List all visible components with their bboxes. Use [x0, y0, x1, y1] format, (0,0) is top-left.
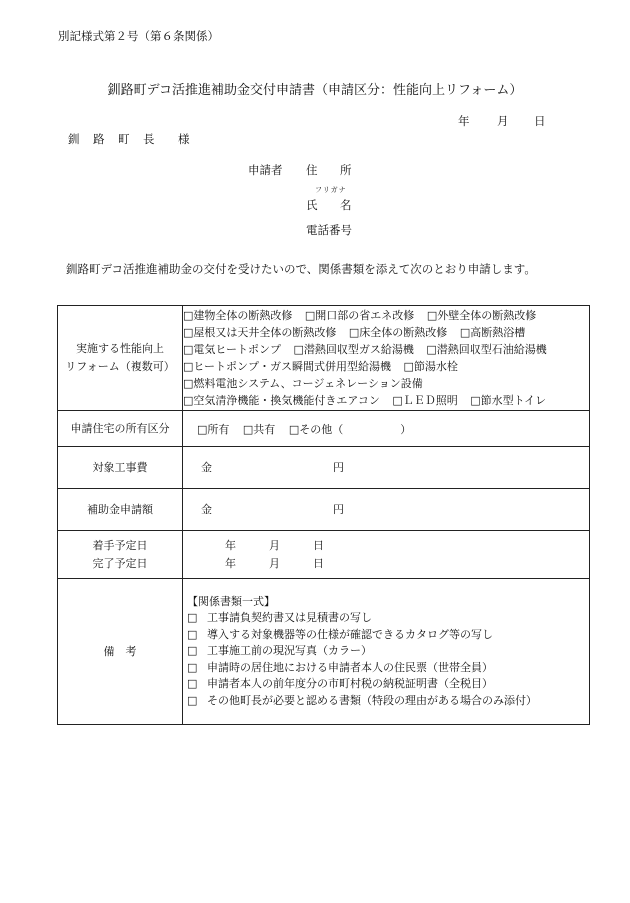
ownership-other-close: ） [400, 422, 412, 436]
reform-label-cell [58, 306, 183, 411]
addressee-honorific: 様 [178, 132, 190, 146]
reform-option-line [183, 324, 589, 341]
notes-item-text: 申請者本人の前年度分の市町村税の納税証明書（全税目） [207, 677, 493, 691]
notes-item-checkbox[interactable]: □ [187, 693, 198, 707]
reform-option-line [183, 341, 589, 358]
notes-item [187, 676, 589, 693]
reform-option-checkbox[interactable]: □燃料電池システム、コージェネレーション設備 [183, 377, 423, 390]
ownership-label: 申請住宅の所有区分 [58, 411, 183, 447]
end-date-label: 完了予定日 [92, 556, 148, 570]
date-year: 年 [458, 114, 470, 128]
start-month: 月 [269, 539, 280, 552]
notes-item-text: 工事施工前の現況写真（カラー） [207, 644, 372, 658]
addressee-char-3: 町 [118, 132, 130, 146]
notes-item [187, 627, 589, 644]
furigana-label: フリガナ [315, 186, 347, 194]
notes-item-checkbox[interactable]: □ [187, 627, 198, 641]
schedule-input-cell[interactable] [183, 531, 590, 579]
ownership-joint-checkbox[interactable]: □共有 [242, 422, 276, 436]
ownership-sole-checkbox[interactable]: □所有 [197, 422, 230, 436]
name-label-b: 名 [340, 198, 352, 212]
schedule-label-cell [58, 531, 183, 579]
notes-list [183, 594, 589, 710]
reform-option-checkbox[interactable]: □ヒートポンプ・ガス瞬間式併用型給湯機 [183, 360, 391, 373]
addressee-char-4: 長 [143, 132, 155, 146]
reform-row [58, 306, 590, 411]
cost-unit: 円 [333, 461, 344, 474]
cost-input-cell[interactable] [183, 447, 590, 489]
notes-item-checkbox[interactable]: □ [187, 611, 198, 625]
addressee-char-2: 路 [93, 132, 105, 146]
subsidy-label: 補助金申請額 [58, 489, 183, 531]
notes-row [58, 579, 590, 725]
address-label-b: 所 [340, 163, 352, 177]
notes-item-checkbox[interactable]: □ [187, 677, 198, 691]
reform-option-checkbox[interactable]: □屋根又は天井全体の断熱改修 [183, 326, 337, 339]
subsidy-row [58, 489, 590, 531]
start-day: 日 [313, 539, 324, 552]
applicant-label: 申請者 [248, 163, 283, 177]
reform-option-checkbox[interactable]: □潜熱回収型ガス給湯機 [293, 343, 414, 356]
ownership-row [58, 411, 590, 447]
end-day: 日 [313, 557, 324, 570]
notes-header: 【関係書類一式】 [187, 594, 275, 608]
reform-option-line [183, 358, 589, 375]
reform-option-line [183, 307, 589, 324]
cost-label: 対象工事費 [58, 447, 183, 489]
notes-item-checkbox[interactable]: □ [187, 660, 198, 674]
notes-item-text: 工事請負契約書又は見積書の写し [207, 611, 372, 625]
reform-option-line [183, 375, 589, 392]
reform-option-checkbox[interactable]: □建物全体の断熱改修 [183, 309, 293, 322]
reform-option-checkbox[interactable]: □節水型トイレ [470, 394, 547, 407]
ownership-options-cell [183, 411, 590, 447]
cost-row [58, 447, 590, 489]
notes-cell [183, 579, 590, 725]
reform-option-line [183, 392, 589, 409]
reform-option-checkbox[interactable]: □電気ヒートポンプ [183, 343, 281, 356]
address-label-a: 住 [306, 163, 318, 177]
notes-label: 備 考 [58, 579, 183, 725]
reform-option-checkbox[interactable]: □潜熱回収型石油給湯機 [426, 343, 547, 356]
notes-item [187, 643, 589, 660]
reform-label-line-2: リフォーム（複数可） [65, 360, 175, 373]
application-table [57, 305, 590, 725]
subsidy-unit: 円 [333, 503, 344, 516]
addressee-char-1: 釧 [68, 132, 80, 146]
intro-text: 釧路町デコ活推進補助金の交付を受けたいので、関係書類を添えて次のとおり申請します。 [66, 262, 536, 276]
subsidy-input-cell[interactable] [183, 489, 590, 531]
reform-label-line-1: 実施する性能向上 [76, 342, 164, 355]
date-day: 日 [534, 114, 546, 128]
reform-option-checkbox[interactable]: □床全体の断熱改修 [348, 326, 448, 339]
reform-option-checkbox[interactable]: □開口部の省エネ改修 [304, 309, 415, 322]
notes-item-checkbox[interactable]: □ [187, 644, 198, 658]
notes-item-text: 導入する対象機器等の仕様が確認できるカタログ等の写し [207, 627, 493, 641]
date-month: 月 [497, 114, 509, 128]
end-year: 年 [225, 557, 236, 570]
end-month: 月 [269, 557, 280, 570]
reform-option-checkbox[interactable]: □高断熱浴槽 [459, 326, 526, 339]
notes-item-text: その他町長が必要と認める書類（特段の理由がある場合のみ添付） [207, 693, 537, 707]
notes-item [187, 660, 589, 677]
schedule-row [58, 531, 590, 579]
notes-item [187, 693, 589, 710]
reform-option-checkbox[interactable]: □空気清浄機能・換気機能付きエアコン [183, 394, 380, 407]
ownership-other-checkbox[interactable]: □その他（ [288, 422, 344, 436]
notes-item-text: 申請時の居住地における申請者本人の住民票（世帯全員） [207, 660, 493, 674]
reform-option-checkbox[interactable]: □外壁全体の断熱改修 [426, 309, 537, 322]
subsidy-prefix: 金 [201, 503, 212, 516]
start-date-label: 着手予定日 [92, 538, 148, 552]
notes-item [187, 610, 589, 627]
phone-label: 電話番号 [306, 223, 352, 237]
start-year: 年 [225, 539, 236, 552]
cost-prefix: 金 [201, 461, 212, 474]
reform-options-cell [183, 306, 590, 411]
reform-option-checkbox[interactable]: □ＬＥＤ照明 [392, 394, 458, 407]
form-number: 別記様式第２号（第６条関係） [58, 29, 219, 43]
reform-option-checkbox[interactable]: □節湯水栓 [403, 360, 458, 373]
name-label-a: 氏 [306, 198, 318, 212]
document-title: 釧路町デコ活推進補助金交付申請書（申請区分：性能向上リフォーム） [107, 83, 523, 98]
